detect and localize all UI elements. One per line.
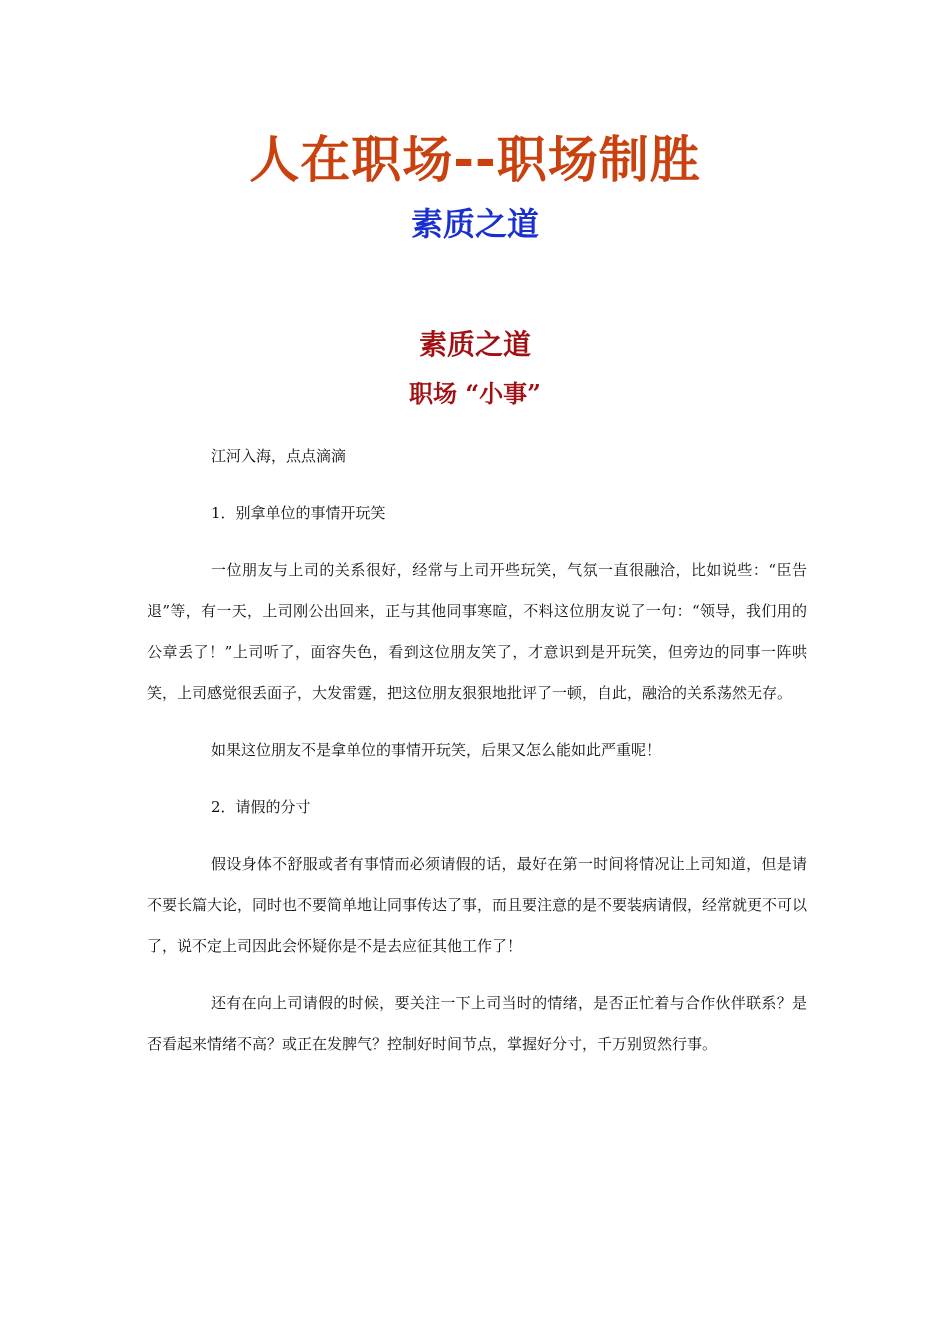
- paragraph-leave-advice: 假设身体不舒服或者有事情而必须请假的话，最好在第一时间将情况让上司知道，但是请不要长篇大论，同时也不要简单地让同事传达了事，而且要注意的是不要装病请假，经常就更不可以了，说不定上司因此会怀疑你是不是去应征其他工作了！: [147, 855, 808, 955]
- section-subtitle: 职场 “小事”: [409, 379, 541, 408]
- section-title: 素质之道: [418, 328, 531, 361]
- paragraph-heading-1: 1．别拿单位的事情开玩笑: [211, 504, 386, 522]
- paragraph-story: 一位朋友与上司的关系很好，经常与上司开些玩笑，气氛一直很融洽，比如说些：“臣告退”等，有一天，上司刚公出回来，正与其他同事寒暄，不料这位朋友说了一句：“领导，我们用的公章丢了！”上司听了，面容失色，看到这位朋友笑了，才意识到是开玩笑，但旁边的同事一阵哄笑，上司感觉很丢面子，大发雷霆，把这位朋友狠狠地批评了一顿，自此，融洽的关系荡然无存。: [147, 561, 807, 702]
- paragraph-leave-timing: 还有在向上司请假的时候，要关注一下上司当时的情绪，是否正忙着与合作伙伴联系？是否看起来情绪不高？或正在发脾气？控制好时间节点，掌握好分寸，千万别贸然行事。: [147, 994, 807, 1053]
- document-body: [147, 436, 807, 1081]
- document-title: 人在职场--职场制胜: [249, 131, 701, 189]
- document-subtitle: 素质之道: [410, 205, 539, 243]
- paragraph-intro: 江河入海，点点滴滴: [211, 447, 347, 465]
- paragraph-heading-2: 2．请假的分寸: [211, 798, 311, 816]
- paragraph-conclusion: 如果这位朋友不是拿单位的事情开玩笑，后果又怎么能如此严重呢！: [211, 741, 662, 759]
